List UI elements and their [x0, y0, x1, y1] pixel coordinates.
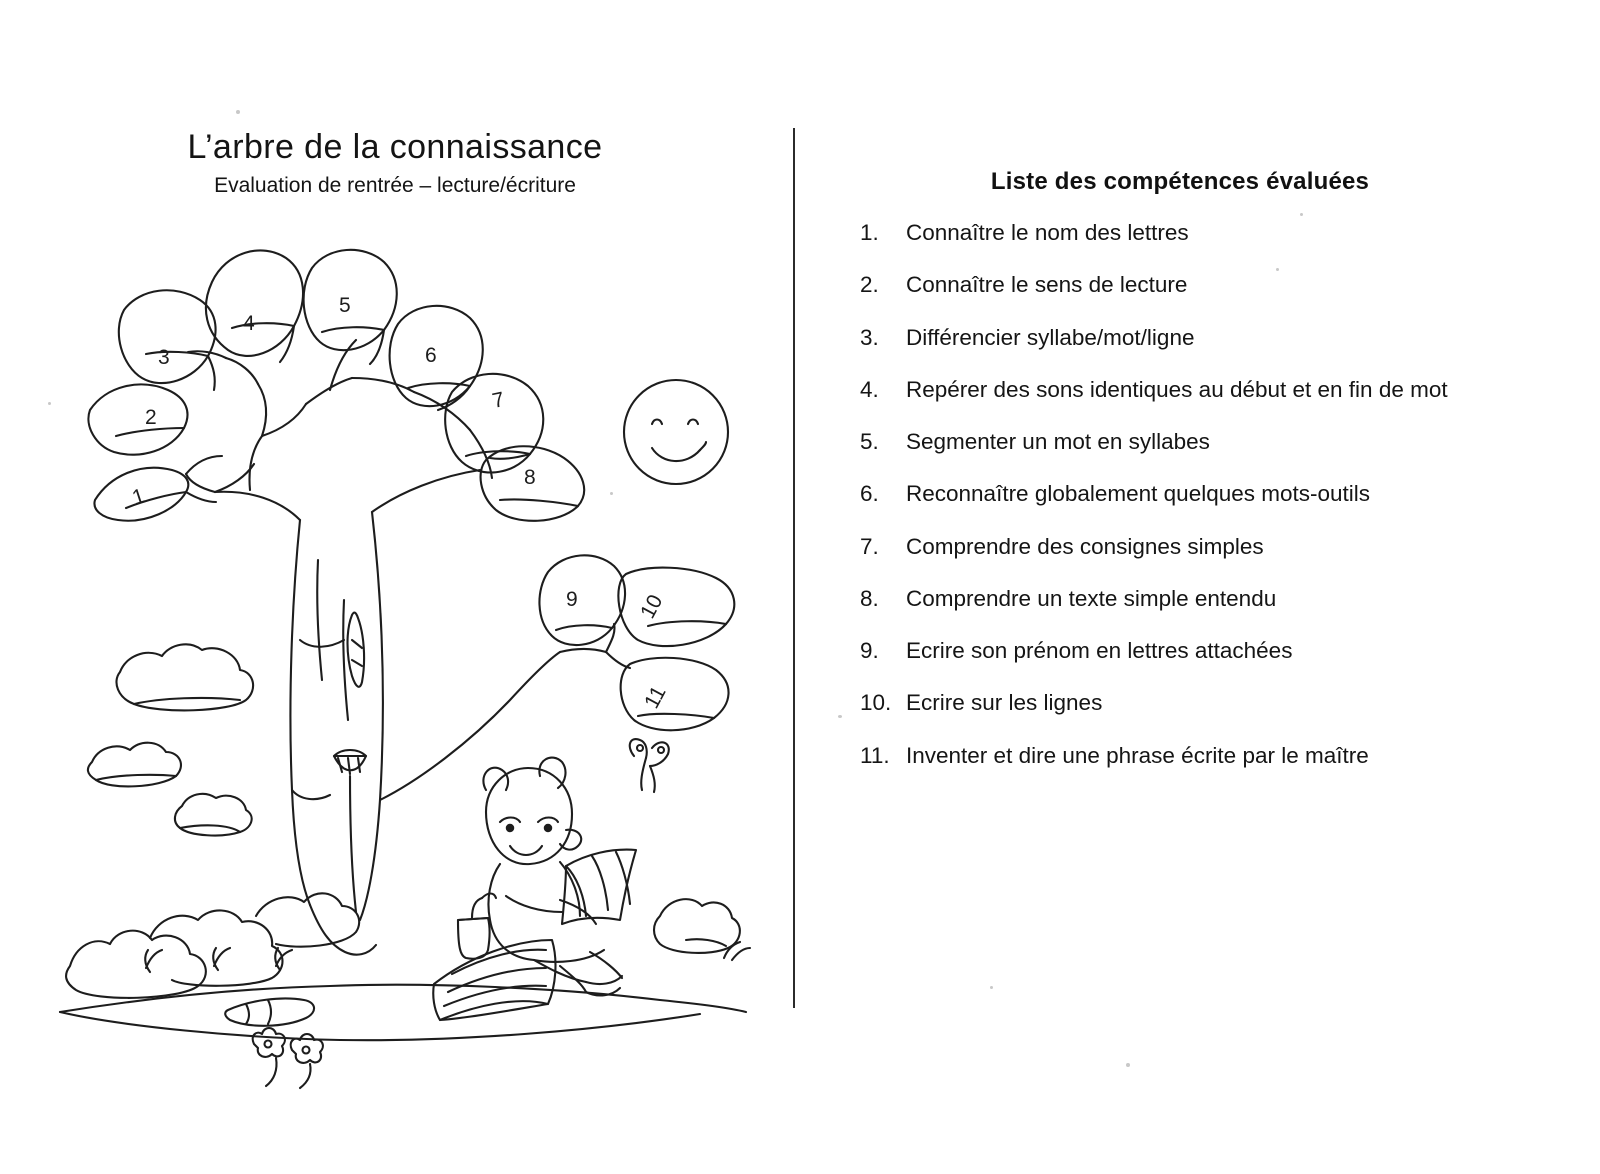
list-item-number: 3. — [860, 324, 879, 350]
list-item — [860, 323, 1560, 352]
list-item — [860, 427, 1560, 456]
leaf-number-10: 10 — [636, 590, 668, 623]
list-item — [860, 741, 1560, 770]
scan-speck — [610, 492, 613, 495]
leaf-number-3: 3 — [158, 346, 170, 369]
list-item-label: Connaître le nom des lettres — [906, 220, 1189, 245]
leaf-number-5: 5 — [339, 294, 351, 317]
competences-list — [860, 218, 1560, 793]
list-item — [860, 375, 1560, 404]
list-item-label: Comprendre un texte simple entendu — [906, 585, 1277, 611]
list-item-label: Différencier syllabe/mot/ligne — [906, 324, 1195, 350]
list-item — [860, 584, 1560, 613]
list-item-label: Repérer des sons identiques au début et en fin de mot — [906, 376, 1448, 402]
panel-divider — [793, 128, 795, 1008]
list-item-number: 5. — [860, 429, 879, 454]
list-item — [860, 688, 1560, 717]
leaf-number-6: 6 — [425, 344, 437, 367]
list-item-label: Inventer et dire une phrase écrite par le maître — [906, 742, 1369, 768]
list-item — [860, 532, 1560, 561]
leaf-number-8: 8 — [524, 466, 536, 489]
page-title: L’arbre de la connaissance — [187, 128, 603, 166]
scan-speck — [48, 402, 51, 405]
leaf-number-7: 7 — [490, 387, 507, 413]
list-item — [860, 636, 1560, 665]
list-item-number: 10. — [860, 690, 892, 716]
list-item-label: Ecrire sur les lignes — [906, 690, 1103, 716]
list-item — [860, 479, 1560, 508]
scan-speck — [990, 986, 993, 989]
list-item-number: 9. — [860, 638, 879, 663]
list-item-label: Connaître le sens de lecture — [906, 272, 1188, 298]
list-item-number: 7. — [860, 533, 879, 559]
scan-speck — [1300, 213, 1303, 216]
list-item-label: Comprendre des consignes simples — [906, 533, 1264, 559]
list-item-label: Ecrire son prénom en lettres attachées — [906, 638, 1293, 663]
list-item-number: 6. — [860, 481, 879, 507]
list-item-label: Reconnaître globalement quelques mots-outils — [906, 481, 1371, 507]
list-item-number: 1. — [860, 220, 879, 245]
scan-speck — [1126, 1063, 1130, 1067]
competences-heading: Liste des compétences évaluées — [990, 168, 1370, 195]
list-item-number: 8. — [860, 585, 879, 611]
list-item-number: 11. — [860, 742, 890, 768]
leaf-number-2: 2 — [145, 406, 157, 429]
scan-speck — [838, 715, 842, 718]
leaf-number-11: 11 — [640, 682, 671, 713]
list-item — [860, 218, 1560, 247]
list-item — [860, 270, 1560, 299]
page-subtitle: Evaluation de rentrée – lecture/écriture — [214, 174, 576, 198]
leaf-number-1: 1 — [129, 484, 148, 510]
leaf-number-9: 9 — [566, 588, 578, 611]
list-item-number: 2. — [860, 272, 879, 298]
list-item-number: 4. — [860, 376, 879, 402]
competences-panel — [800, 0, 1600, 1174]
leaf-number-4: 4 — [243, 312, 255, 335]
scan-speck — [1276, 268, 1279, 271]
scan-speck — [236, 110, 240, 114]
list-item-label: Segmenter un mot en syllabes — [906, 429, 1210, 454]
